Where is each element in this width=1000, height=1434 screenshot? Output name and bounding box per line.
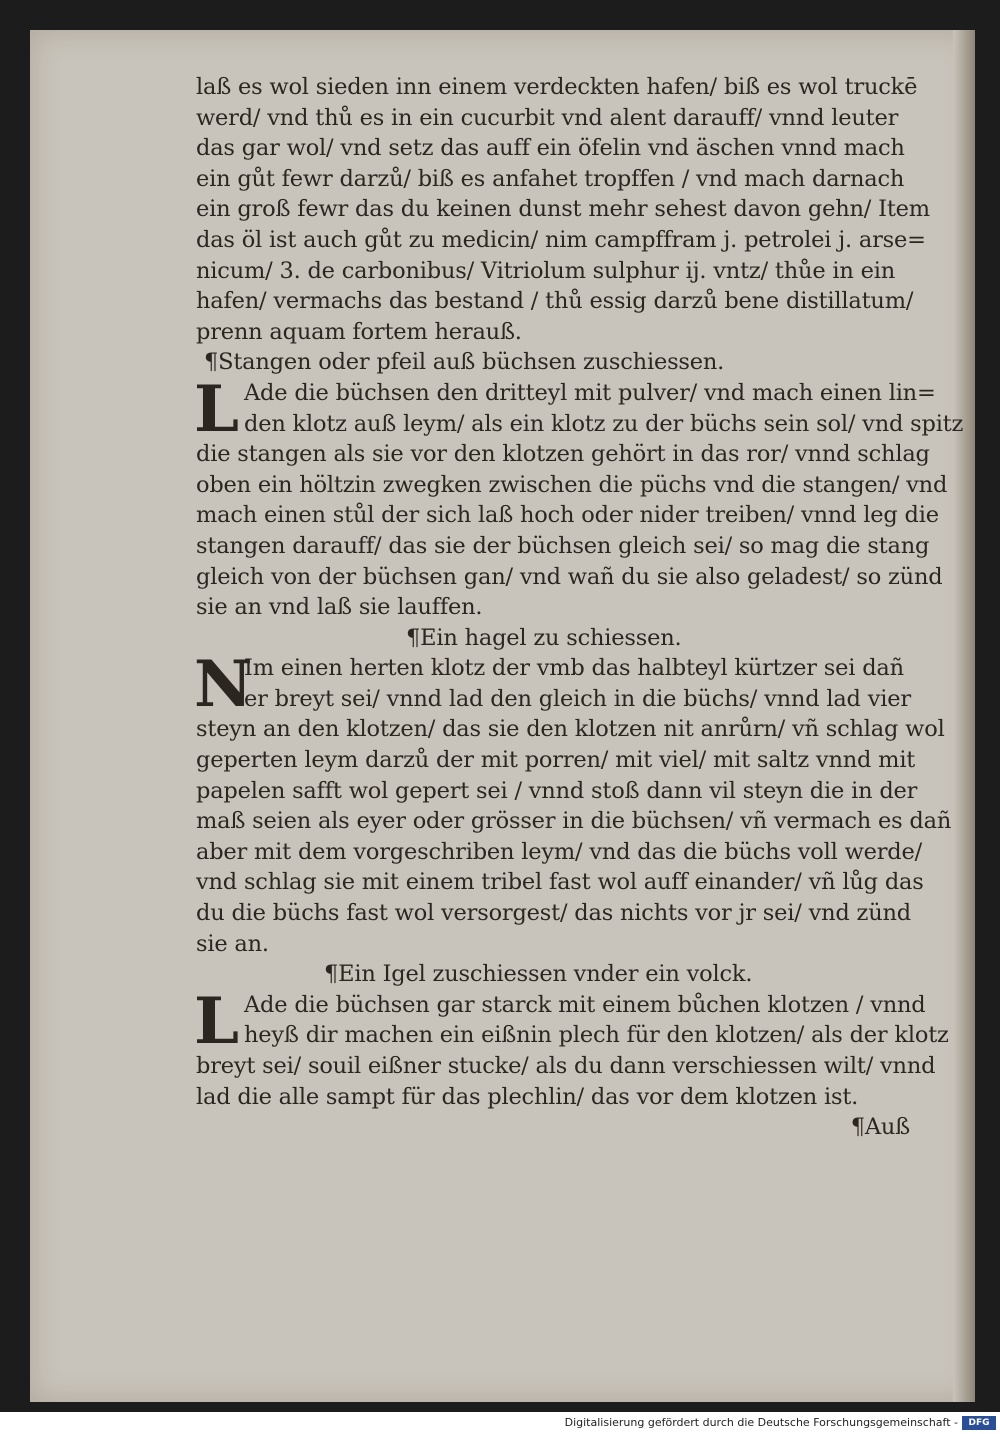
text-line: gleich von der büchsen gan/ vnd wañ du sie also geladest/ so zünd [196, 563, 943, 590]
text-line: breyt sei/ souil eißner stucke/ als du dann verschiessen wilt/ vnnd [196, 1053, 936, 1079]
text-line: prenn aquam fortem herauß. [196, 318, 522, 345]
footer-credit: Digitalisierung gefördert durch die Deutsche Forschungsgemeinschaft - [564, 1416, 958, 1429]
text-line: sie an. [196, 930, 269, 957]
text-line: das gar wol/ vnd setz das auff ein öfelin vnd äschen vnnd mach [196, 135, 905, 162]
top-paragraph [196, 72, 930, 347]
text-line: Im einen herten klotz der vmb das halbteyl kürtzer sei dañ [244, 655, 904, 682]
text-line: maß seien als eyer oder grösser in die büchsen/ vñ vermach es dañ [196, 808, 952, 835]
drop-initial: L [194, 983, 239, 1059]
section-heading-hagel: ¶Ein hagel zu schiessen. [406, 624, 682, 651]
text-line: die stangen als sie vor den klotzen gehört in das ror/ vnnd schlag [196, 441, 930, 468]
drop-initial: N [194, 647, 253, 723]
page-edge-shadow [953, 30, 975, 1402]
paragraph-stangen [194, 371, 964, 623]
section-heading-stangen: ¶Stangen oder pfeil auß büchsen zuschiessen. [204, 349, 725, 376]
text-line: ein groß fewr das du keinen dunst mehr sehest davon gehn/ Item [196, 196, 930, 223]
catchword: ¶Auß [850, 1114, 910, 1141]
text-line: oben ein höltzin zwegken zwischen die püchs vnd die stangen/ vnd [196, 471, 948, 498]
text-line: papelen safft wol gepert sei / vnnd stoß dann vil steyn die in der [196, 777, 918, 804]
section-heading-igel: ¶Ein Igel zuschiessen vnder ein volck. [324, 961, 753, 988]
text-line: aber mit dem vorgeschriben leym/ vnd das die büchs voll werde/ [196, 838, 923, 865]
text-line: hafen/ vermachs das bestand / thů essig darzů bene distillatum/ [196, 288, 914, 315]
text-line: geperten leym darzů der mit porren/ mit viel/ mit saltz vnnd mit [196, 747, 916, 774]
text-line: Ade die büchsen den dritteyl mit pulver/ vnd mach einen lin= [244, 379, 936, 406]
paragraph-hagel [194, 647, 952, 959]
text-line: den klotz auß leym/ als ein klotz zu der büchs sein sol/ vnd spitz [244, 410, 964, 437]
text-line: das öl ist auch gůt zu medicin/ nim campffram j. petrolei j. arse= [196, 226, 926, 253]
dfg-logo: DFG [962, 1416, 996, 1430]
page-text [194, 72, 964, 1143]
paragraph-igel [194, 983, 949, 1112]
text-line: steyn an den klotzen/ das sie den klotzen nit anrůrn/ vñ schlag wol [196, 716, 945, 743]
text-line: du die büchs fast wol versorgest/ das nichts vor jr sei/ vnd zünd [196, 900, 911, 927]
text-line: Ade die büchsen gar starck mit einem bůchen klotzen / vnnd [244, 991, 926, 1018]
text-line: mach einen stůl der sich laß hoch oder nider treiben/ vnnd leg die [196, 502, 939, 529]
text-line: nicum/ 3. de carbonibus/ Vitriolum sulphur ij. vntz/ thůe in ein [196, 257, 896, 284]
text-line: werd/ vnd thů es in ein cucurbit vnd alent darauff/ vnnd leuter [196, 104, 899, 131]
text-line: stangen darauff/ das sie der büchsen gleich sei/ so mag die stang [196, 532, 930, 559]
text-line: sie an vnd laß sie lauffen. [196, 594, 483, 621]
text-line: heyß dir machen ein eißnin plech für den klotzen/ als der klotz [244, 1022, 949, 1049]
text-line: lad die alle sampt für das plechlin/ das vor dem klotzen ist. [196, 1083, 859, 1110]
text-line: vnd schlag sie mit einem tribel fast wol auff einander/ vñ lůg das [196, 869, 924, 896]
drop-initial: L [194, 371, 239, 447]
text-line: laß es wol sieden inn einem verdeckten hafen/ biß es wol truckē [196, 74, 918, 100]
text-line: ein gůt fewr darzů/ biß es anfahet tropffen / vnd mach darnach [196, 165, 905, 192]
digitization-footer [0, 1412, 1000, 1434]
text-line: er breyt sei/ vnnd lad den gleich in die büchs/ vnnd lad vier [244, 685, 911, 712]
